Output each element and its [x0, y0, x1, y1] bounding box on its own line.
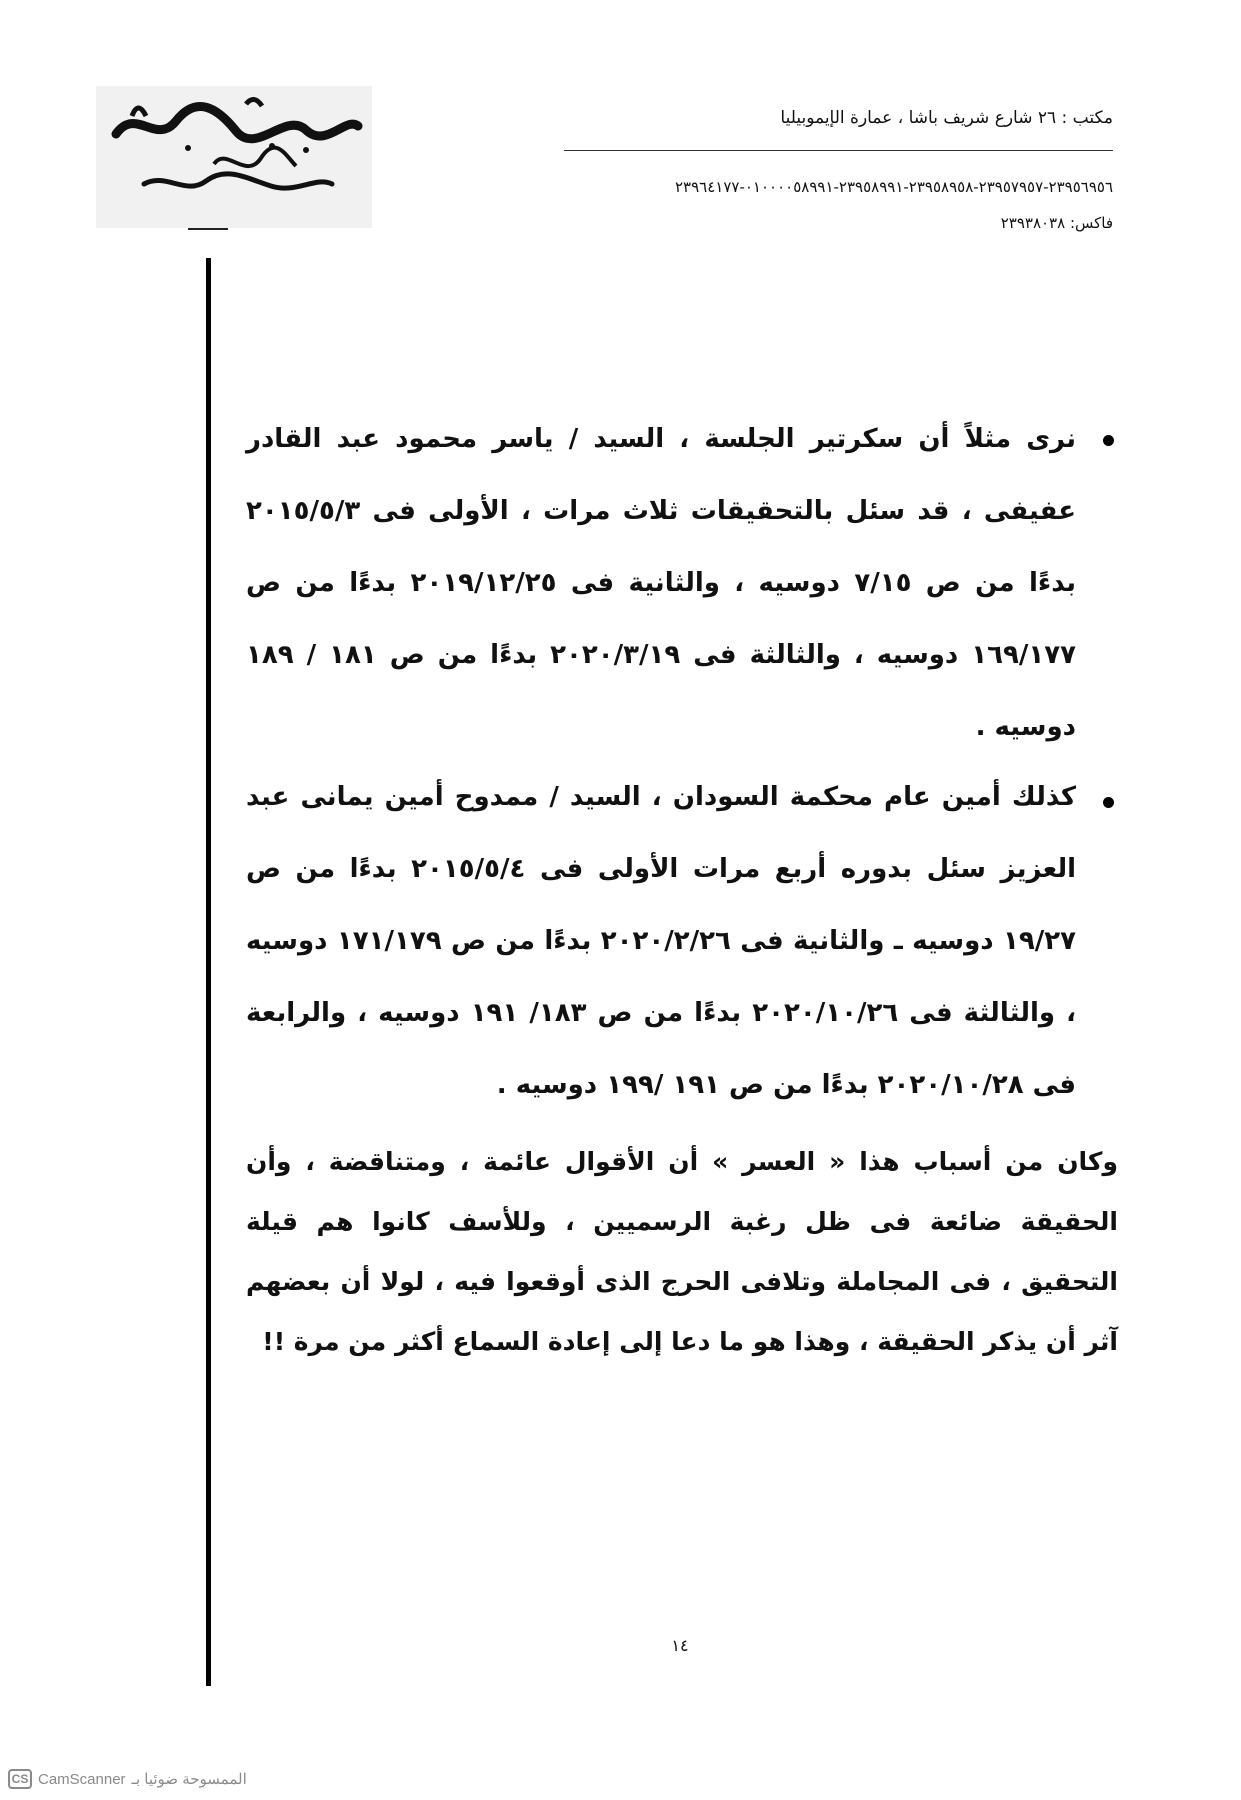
- signature-logo-graphic: [96, 86, 372, 228]
- left-margin-line: [206, 258, 211, 1686]
- office-phones: ٢٣٩٥٦٩٥٦-٢٣٩٥٧٩٥٧-٢٣٩٥٨٩٥٨-٢٣٩٥٨٩٩١-٠١٠٠٠٠٥٨٩٩١-٢٣٩٦٤١٧٧: [675, 178, 1113, 196]
- page-number: ١٤: [671, 1636, 689, 1655]
- scanner-watermark: [8, 1766, 247, 1792]
- bullet-icon: [1103, 435, 1114, 446]
- camscanner-label: CamScanner: [38, 1770, 126, 1788]
- camscanner-arabic-label: الممسوحة ضوئيا بـ: [131, 1771, 247, 1788]
- paragraph-1: نرى مثلاً أن سكرتير الجلسة ، السيد / ياسر محمود عبد القادر عفيفى ، قد سئل بالتحقيقات ثلاث مرات ، الأولى فى ٢٠١٥/٥/٣ بدءًا من ص ٧/١٥ دوسيه ، والثانية فى ٢٠١٩/١٢/٢٥ بدءًا من ص ١٦٩/١٧٧ دوسيه ، والثالثة فى ٢٠٢٠/٣/١٩ بدءًا من ص ١٨١ / ١٨٩ دوسيه .: [246, 424, 1076, 742]
- paragraph-2: كذلك أمين عام محكمة السودان ، السيد / ممدوح أمين يمانى عبد العزيز سئل بدوره أربع مرات الأولى فى ٢٠١٥/٥/٤ بدءًا من ص ١٩/٢٧ دوسيه ـ والثانية فى ٢٠٢٠/٢/٢٦ بدءًا من ص ١٧١/١٧٩ دوسيه ، والثالثة فى ٢٠٢٠/١٠/٢٦ بدءًا من ص ١٨٣/ ١٩١ دوسيه ، والرابعة فى ٢٠٢٠/١٠/٢٨ بدءًا من ص ١٩١ /١٩٩ دوسيه .: [246, 782, 1076, 1100]
- logo-underline: [188, 228, 228, 230]
- office-address: مكتب : ٢٦ شارع شريف باشا ، عمارة الإيموبيليا: [780, 108, 1113, 128]
- paragraph-3: وكان من أسباب هذا « العسر » أن الأقوال عائمة ، ومتناقضة ، وأن الحقيقة ضائعة فى ظل رغبة الرسميين ، وللأسف كانوا هم قيلة التحقيق ، فى المجاملة وتلافى الحرج الذى أوقعوا فيه ، لولا أن بعضهم آثر أن يذكر الحقيقة ، وهذا هو ما دعا إلى إعادة السماع أكثر من مرة !!: [246, 1147, 1118, 1356]
- camscanner-icon: CS: [8, 1769, 32, 1789]
- office-fax: فاكس: ٢٣٩٣٨٠٣٨: [1000, 214, 1113, 232]
- header-divider: [564, 150, 1113, 151]
- bullet-icon: [1103, 797, 1114, 808]
- lawyer-logo: [96, 86, 372, 228]
